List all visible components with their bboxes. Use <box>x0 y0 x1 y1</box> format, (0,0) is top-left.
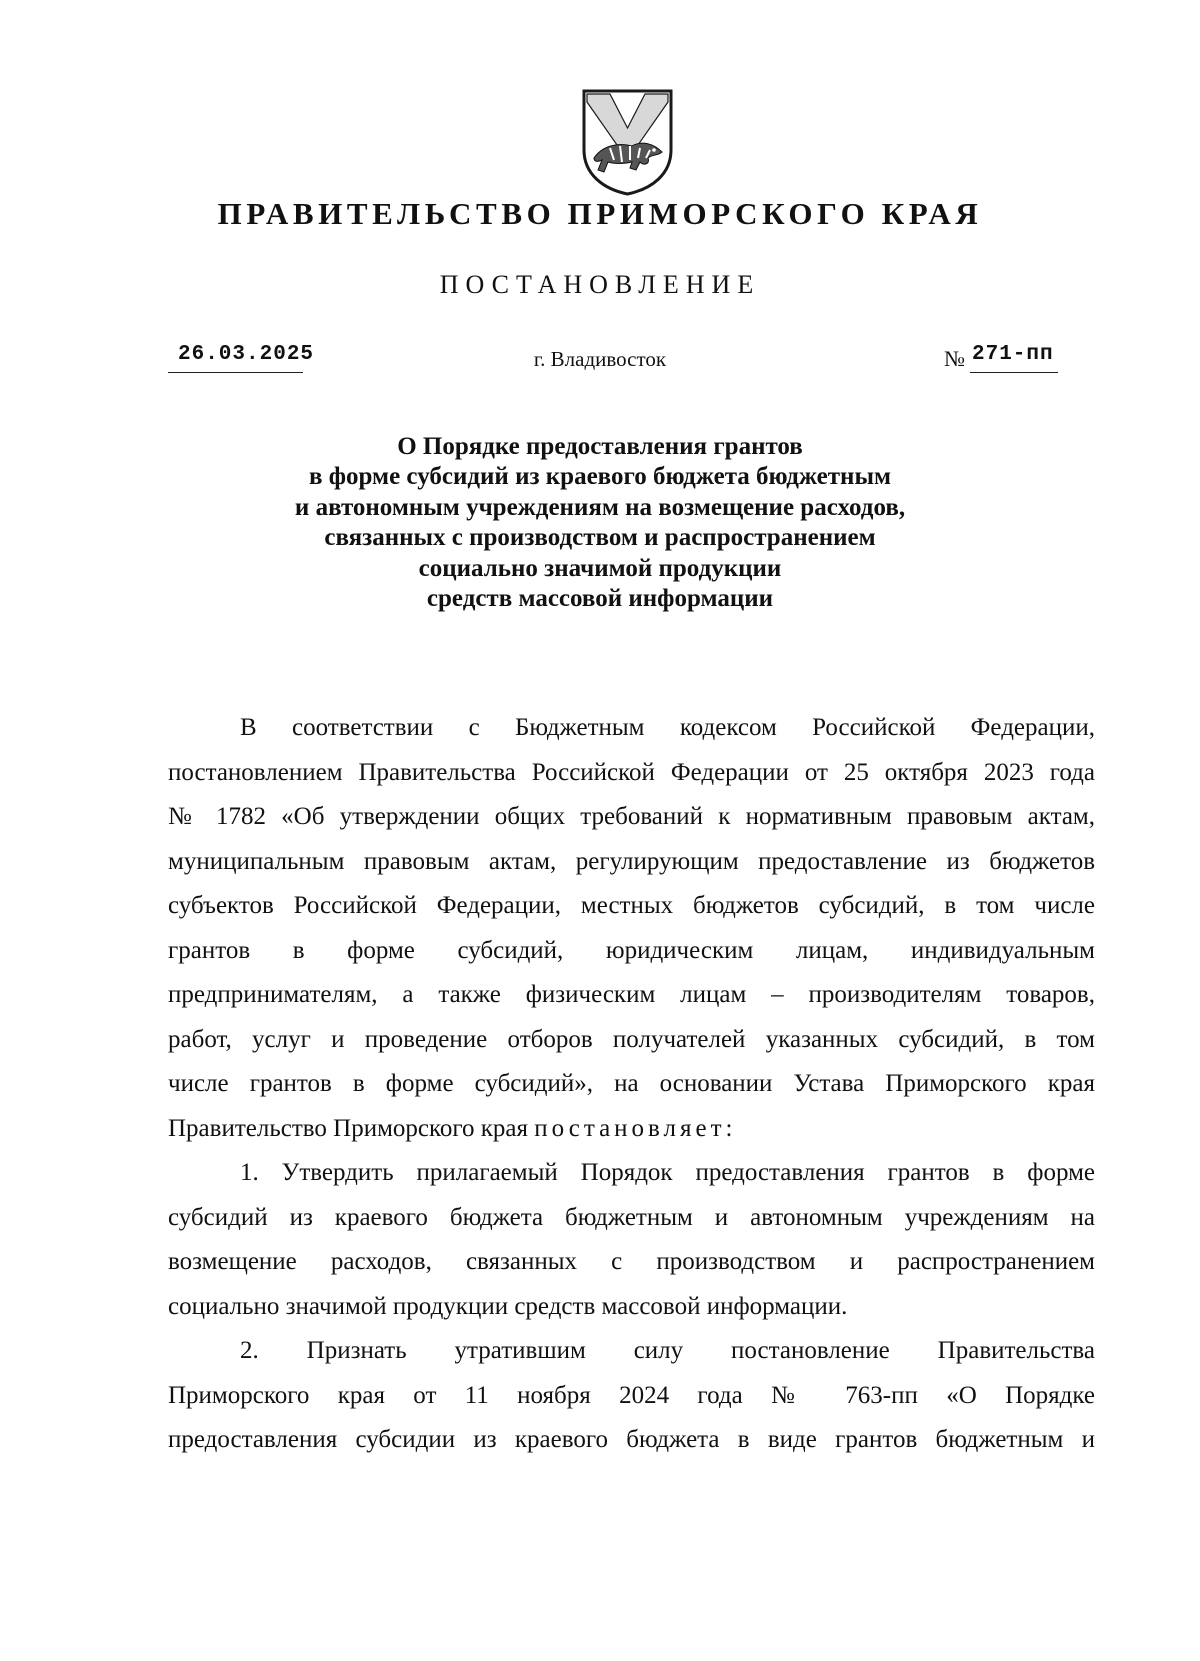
resolving-word: постановляет: <box>534 1115 737 1142</box>
date-underline <box>168 372 303 373</box>
paragraph-line: работ, услуг и проведение отборов получателей указанных субсидий, в том <box>168 1026 1095 1053</box>
document-city: г. Владивосток <box>533 347 667 371</box>
item-1-line: 1. Утвердить прилагаемый Порядок предоставления грантов в форме <box>240 1159 1095 1186</box>
organization-title: ПРАВИТЕЛЬСТВО ПРИМОРСКОГО КРАЯ <box>217 196 983 231</box>
paragraph-line: числе грантов в форме субсидий», на основании Устава Приморского края <box>168 1070 1095 1097</box>
paragraph-line: В соответствии с Бюджетным кодексом Российской Федерации, <box>240 714 1095 741</box>
document-title <box>150 432 1050 614</box>
paragraph-line: муниципальным правовым актам, регулирующим предоставление из бюджетов <box>168 848 1095 875</box>
paragraph-line: субъектов Российской Федерации, местных бюджетов субсидий, в том числе <box>168 892 1095 919</box>
title-line: в форме субсидий из краевого бюджета бюджетным <box>308 463 891 491</box>
title-line: связанных с производством и распространением <box>324 524 876 552</box>
number-prefix: № <box>944 346 965 371</box>
item-2-line: 2. Признать утратившим силу постановление Правительства <box>240 1337 1095 1364</box>
title-line: О Порядке предоставления грантов <box>397 433 803 460</box>
document-date: 26.03.2025 <box>178 343 315 366</box>
item-1-line: возмещение расходов, связанных с производством и распространением <box>168 1248 1095 1275</box>
title-line: средств массовой информации <box>426 585 774 613</box>
document-number: 271-пп <box>972 343 1054 366</box>
title-line: и автономным учреждениям на возмещение расходов, <box>294 493 906 521</box>
item-2-line: Приморского края от 11 ноября 2024 года № 763-пп «О Порядке <box>168 1382 1095 1409</box>
document-type: ПОСТАНОВЛЕНИЕ <box>439 270 761 299</box>
paragraph-line: № 1782 «Об утверждении общих требований к нормативным правовым актам, <box>168 803 1095 830</box>
resolving-prefix: Правительство Приморского края <box>168 1115 535 1142</box>
coat-of-arms-emblem <box>580 88 675 196</box>
item-1-line: субсидий из краевого бюджета бюджетным и автономным учреждениям на <box>168 1204 1095 1231</box>
resolving-line <box>168 1113 1095 1145</box>
paragraph-line: предпринимателям, а также физическим лицам – производителям товаров, <box>168 981 1095 1008</box>
item-2-line: предоставления субсидии из краевого бюджета в виде грантов бюджетным и <box>168 1426 1095 1453</box>
title-line: социально значимой продукции <box>418 554 782 582</box>
paragraph-line: постановлением Правительства Российской Федерации от 25 октября 2023 года <box>168 759 1095 786</box>
paragraph-line: грантов в форме субсидий, юридическим лицам, индивидуальным <box>168 937 1095 964</box>
item-1-line: социально значимой продукции средств массовой информации. <box>168 1293 848 1320</box>
number-underline <box>970 372 1058 373</box>
